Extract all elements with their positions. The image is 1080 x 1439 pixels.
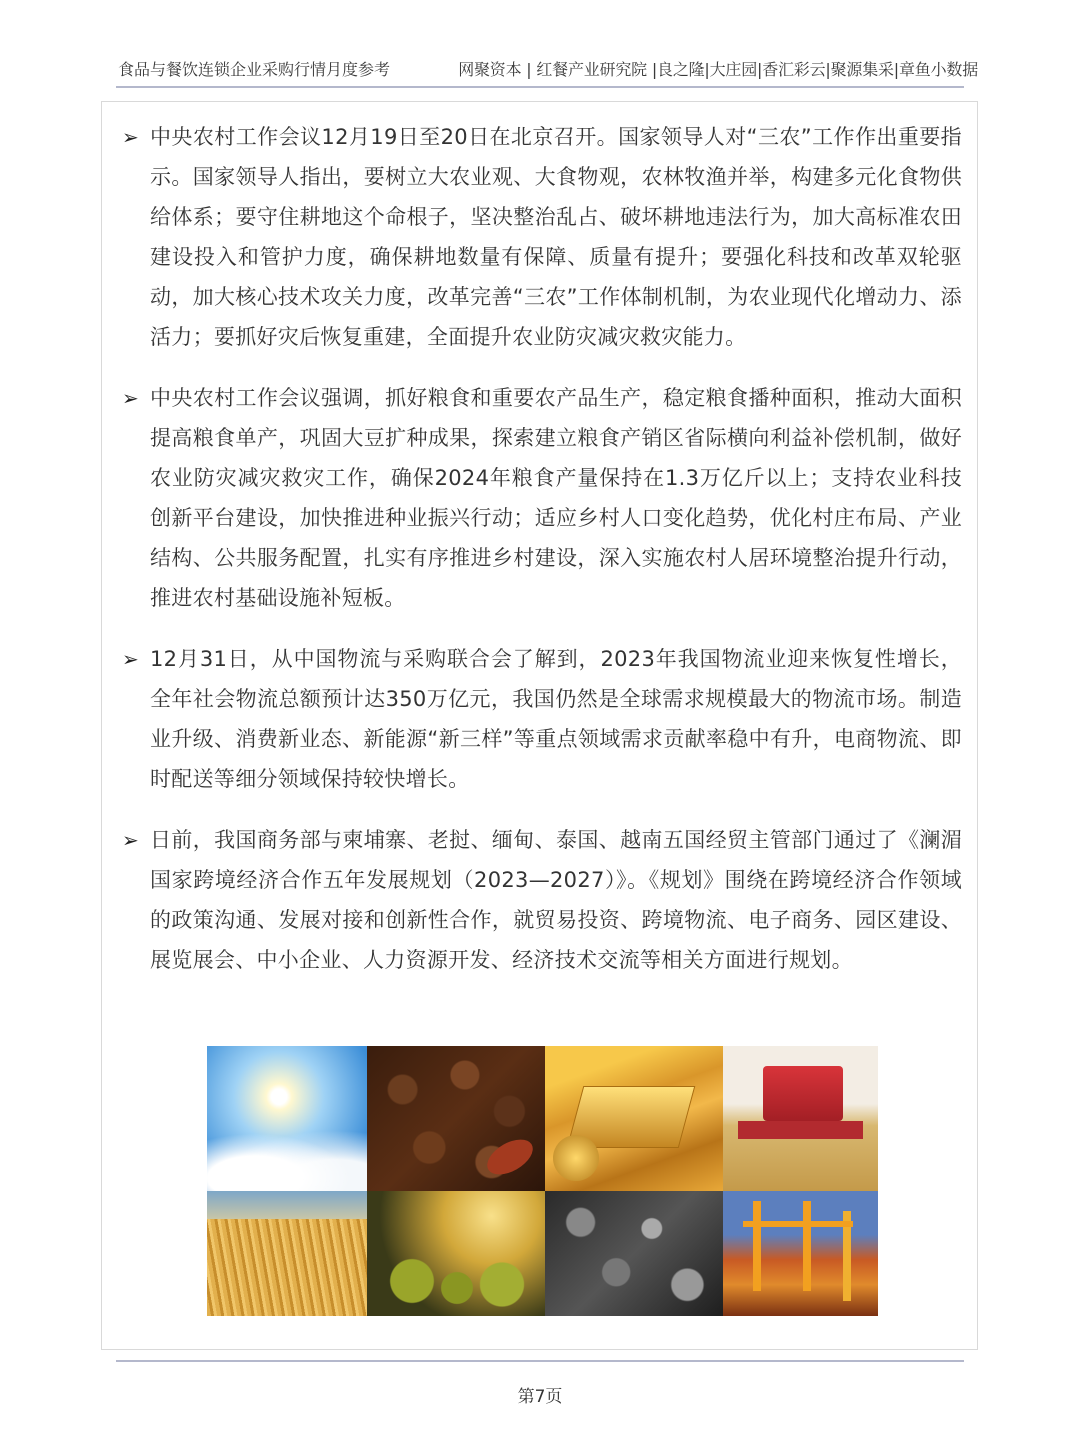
news-text: 中央农村工作会议强调，抓好粮食和重要农产品生产，稳定粮食播种面积，推动大面积提高粮食单产，巩固大豆扩种成果，探索建立粮食产销区省际横向利益补偿机制，做好农业防灾减灾救灾工作，确保2024年粮食产量保持在1.3万亿斤以上；支持农业科技创新平台建设，加快推进种业振兴行动；适应乡村人口变化趋势，优化村庄布局、产业结构、公共服务配置，扎实有序推进乡村建设，深入实施农村人居环境整治提升行动，推进农村基础设施补短板。: [150, 386, 962, 610]
gold-bars-photo: [545, 1046, 723, 1191]
arrow-bullet-icon: ➢: [122, 828, 139, 852]
wheat-field-photo: [207, 1191, 367, 1316]
report-sources: 网聚资本 | 红餐产业研究院 |良之隆|大庄园|香汇彩云|聚源集采|章鱼小数据: [458, 60, 978, 79]
news-text: 12月31日，从中国物流与采购联合会了解到，2023年我国物流业迎来恢复性增长，全年社会物流总额预计达350万亿元，我国仍然是全球需求规模最大的物流市场。制造业升级、消费新业态、新能源“新三样”等重点领域需求贡献率稳中有升，电商物流、即时配送等细分领域保持较快增长。: [150, 647, 962, 791]
arrow-bullet-icon: ➢: [122, 125, 139, 149]
combine-harvester-photo: [723, 1046, 878, 1191]
news-item: [122, 639, 962, 799]
sky-photo: [207, 1046, 367, 1191]
page-number: 第7页: [517, 1387, 563, 1407]
footer-divider: [116, 1360, 964, 1362]
port-cranes-photo: [723, 1191, 878, 1316]
news-item: [122, 378, 962, 618]
commodity-photo-mosaic: [207, 1046, 878, 1316]
olives-oil-photo: [367, 1191, 545, 1316]
news-text: 中央农村工作会议12月19日至20日在北京召开。国家领导人对“三农”工作作出重要指示。国家领导人指出，要树立大农业观、大食物观，农林牧渔并举，构建多元化食物供给体系；要守住耕地这个命根子，坚决整治乱占、破坏耕地违法行为，加大高标准农田建设投入和管护力度，确保耕地数量有保障、质量有提升；要强化科技和改革双轮驱动，加大核心技术攻关力度，改革完善“三农”工作体制机制，为农业现代化增动力、添活力；要抓好灾后恢复重建，全面提升农业防灾减灾救灾能力。: [150, 125, 962, 349]
arrow-bullet-icon: ➢: [122, 386, 139, 410]
header-divider: [116, 86, 964, 88]
coffee-beans-photo: [367, 1046, 545, 1191]
news-text: 日前，我国商务部与柬埔寨、老挝、缅甸、泰国、越南五国经贸主管部门通过了《澜湄国家跨境经济合作五年发展规划（2023—2027）》。《规划》围绕在跨境经济合作领域的政策沟通、发展对接和创新性合作，就贸易投资、跨境物流、电子商务、园区建设、展览展会、中小企业、人力资源开发、经济技术交流等相关方面进行规划。: [150, 828, 962, 972]
report-title: 食品与餐饮连锁企业采购行情月度参考: [118, 60, 391, 79]
news-item: [122, 820, 962, 980]
page-header: [118, 55, 978, 83]
news-item: [122, 117, 962, 357]
news-list: [122, 117, 962, 1001]
coal-photo: [545, 1191, 723, 1316]
arrow-bullet-icon: ➢: [122, 647, 139, 671]
